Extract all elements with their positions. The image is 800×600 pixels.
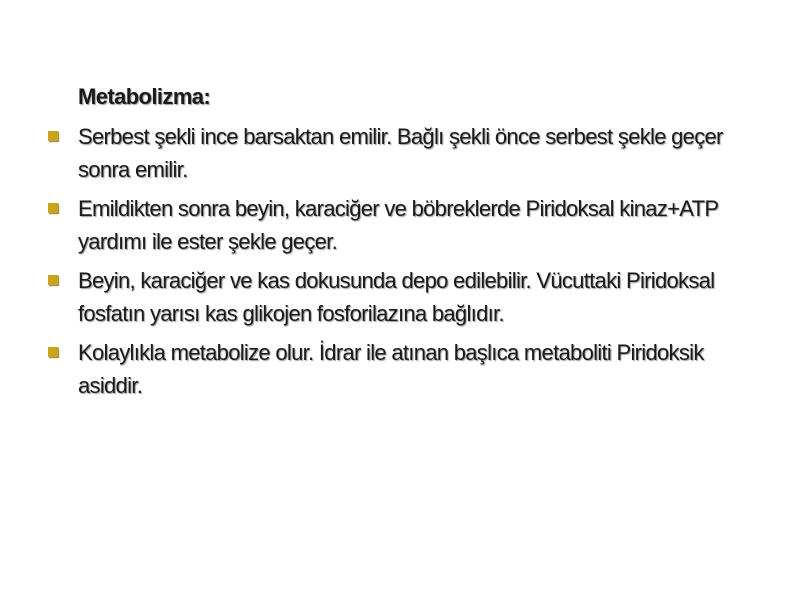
square-bullet-icon (48, 275, 58, 285)
bullet-item (48, 336, 768, 402)
bullet-text: Beyin, karaciğer ve kas dokusunda depo edilebilir. Vücuttaki Piridoksal fosfatın yarısı kas glikojen fosforilazına bağlıdır. (78, 268, 715, 326)
square-bullet-icon (48, 131, 58, 141)
slide-heading: Metabolizma: (78, 84, 211, 109)
bullet-item (48, 192, 768, 258)
bullet-item (48, 120, 768, 186)
bullet-list (48, 120, 768, 402)
bullet-item (48, 264, 768, 330)
slide-content (48, 82, 768, 408)
bullet-text: Kolaylıkla metabolize olur. İdrar ile atınan başlıca metaboliti Piridoksik asiddir. (78, 340, 704, 398)
bullet-text: Serbest şekli ince barsaktan emilir. Bağlı şekli önce serbest şekle geçer sonra emilir. (78, 124, 723, 182)
square-bullet-icon (48, 347, 58, 357)
square-bullet-icon (48, 203, 58, 213)
bullet-text: Emildikten sonra beyin, karaciğer ve böbreklerde Piridoksal kinaz+ATP yardımı ile ester şekle geçer. (78, 196, 718, 254)
